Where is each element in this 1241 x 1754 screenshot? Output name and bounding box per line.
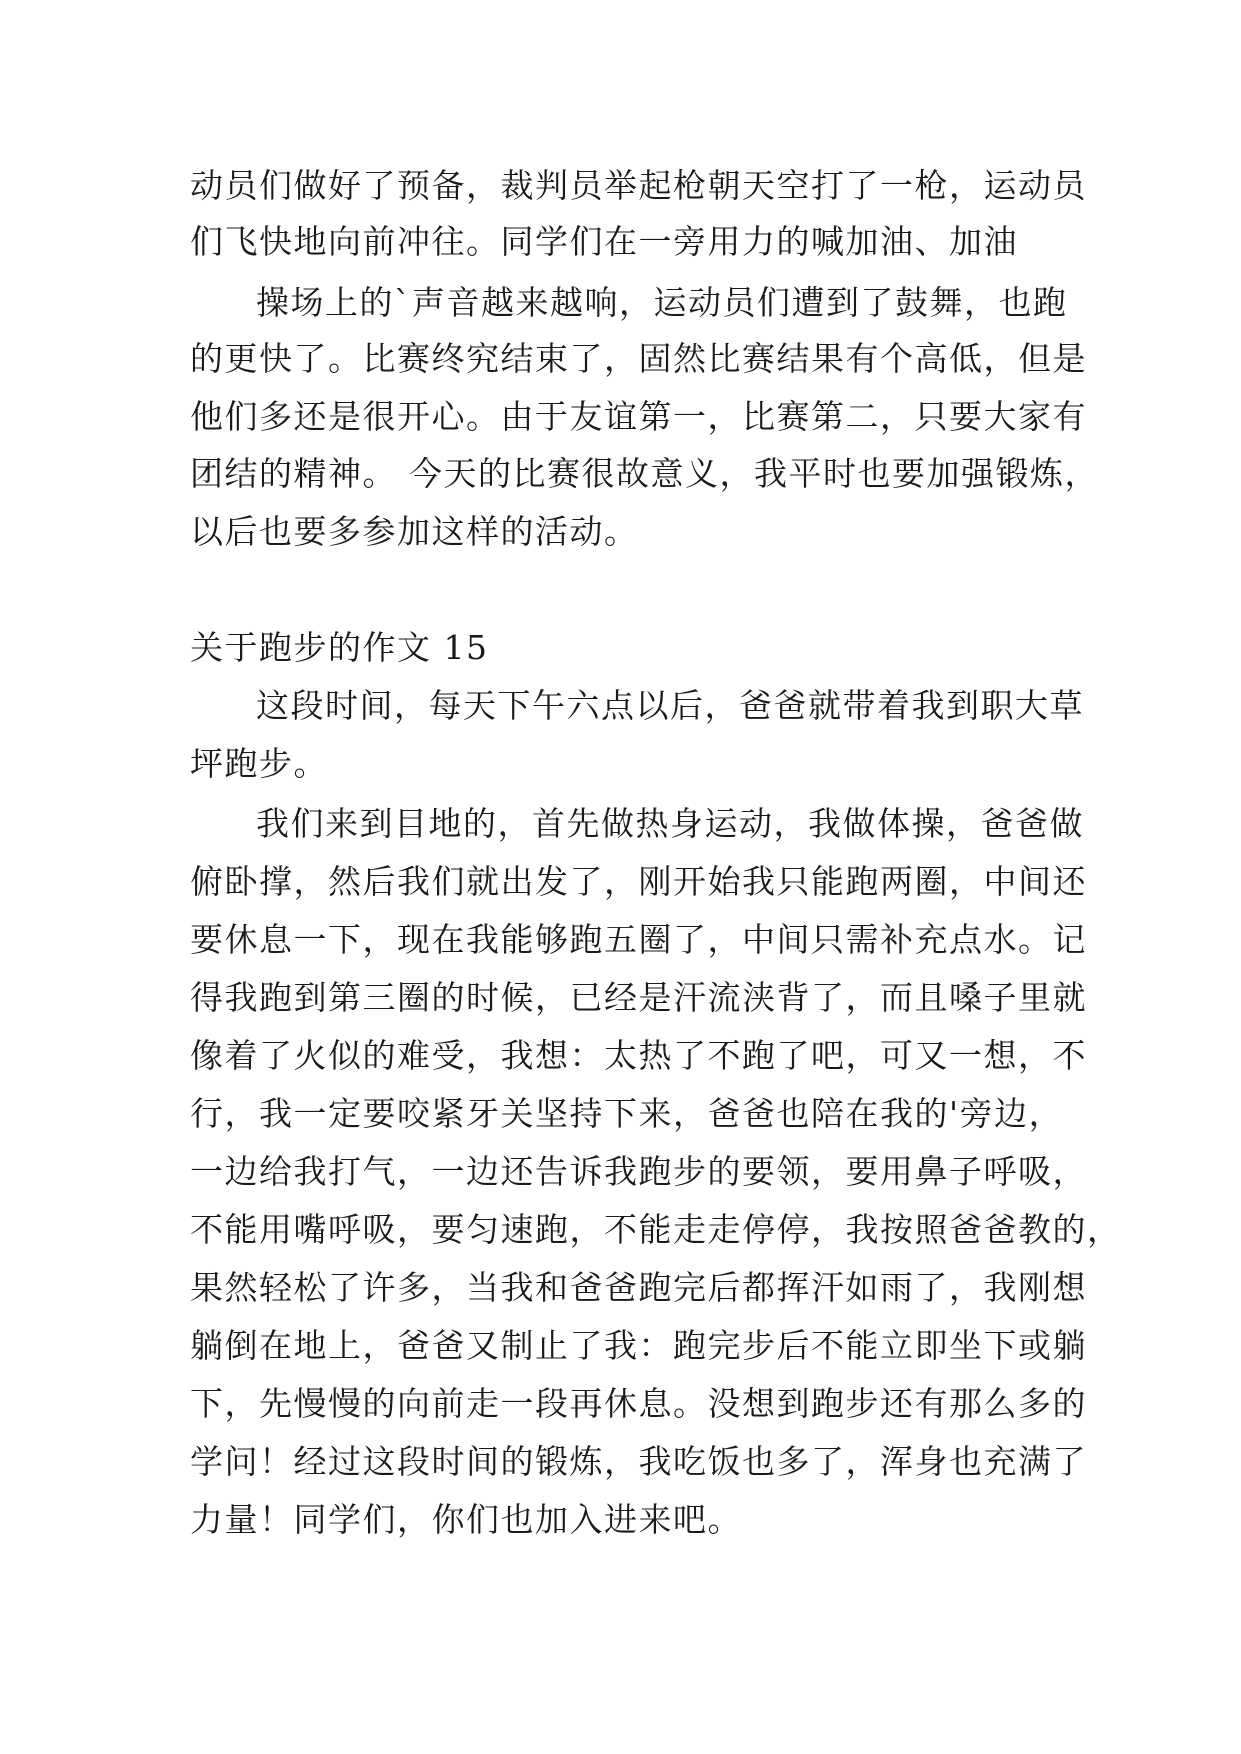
- text-line: 学问！经过这段时间的锻炼，我吃饭也多了，浑身也充满了: [190, 1442, 1087, 1481]
- section-heading: 关于跑步的作文 15: [190, 628, 489, 667]
- text-line: 团结的精神。 今天的比赛很故意义，我平时也要加强锻炼，: [190, 454, 1099, 493]
- text-line: 一边给我打气，一边还告诉我跑步的要领，要用鼻子呼吸，: [190, 1152, 1087, 1191]
- text-line: 行，我一定要咬紧牙关坚持下来，爸爸也陪在我的'旁边，: [190, 1094, 1064, 1133]
- text-line: 动员们做好了预备，裁判员举起枪朝天空打了一枪，运动员: [190, 166, 1087, 205]
- text-line: 果然轻松了许多，当我和爸爸跑完后都挥汗如雨了，我刚想: [190, 1268, 1087, 1307]
- text-line: 躺倒在地上，爸爸又制止了我：跑完步后不能立即坐下或躺: [190, 1326, 1087, 1365]
- paragraph-start-line: 这段时间，每天下午六点以后，爸爸就带着我到职大草: [256, 686, 1084, 725]
- text-line: 要休息一下，现在我能够跑五圈了，中间只需补充点水。记: [190, 920, 1087, 959]
- text-line: 得我跑到第三圈的时候，已经是汗流浃背了，而且嗓子里就: [190, 978, 1087, 1017]
- text-line: 以后也要多参加这样的活动。: [190, 512, 639, 551]
- text-line: 俯卧撑，然后我们就出发了，刚开始我只能跑两圈，中间还: [190, 862, 1087, 901]
- paragraph-start-line: 我们来到目地的，首先做热身运动，我做体操，爸爸做: [256, 804, 1084, 843]
- text-line: 他们多还是很开心。由于友谊第一，比赛第二，只要大家有: [190, 397, 1087, 436]
- text-line: 下，先慢慢的向前走一段再休息。没想到跑步还有那么多的: [190, 1384, 1087, 1423]
- paragraph-start-line: 操场上的`声音越来越响，运动员们遭到了鼓舞，也跑: [256, 283, 1068, 322]
- text-line: 力量！同学们，你们也加入进来吧。: [190, 1500, 742, 1539]
- text-line: 像着了火似的难受，我想：太热了不跑了吧，可又一想，不: [190, 1036, 1087, 1075]
- text-line: 的更快了。比赛终究结束了，固然比赛结果有个高低，但是: [190, 339, 1087, 378]
- text-line: 们飞快地向前冲往。同学们在一旁用力的喊加油、加油: [190, 222, 1018, 261]
- text-line: 坪跑步。: [190, 744, 328, 783]
- text-line: 不能用嘴呼吸，要匀速跑，不能走走停停，我按照爸爸教的，: [190, 1210, 1122, 1249]
